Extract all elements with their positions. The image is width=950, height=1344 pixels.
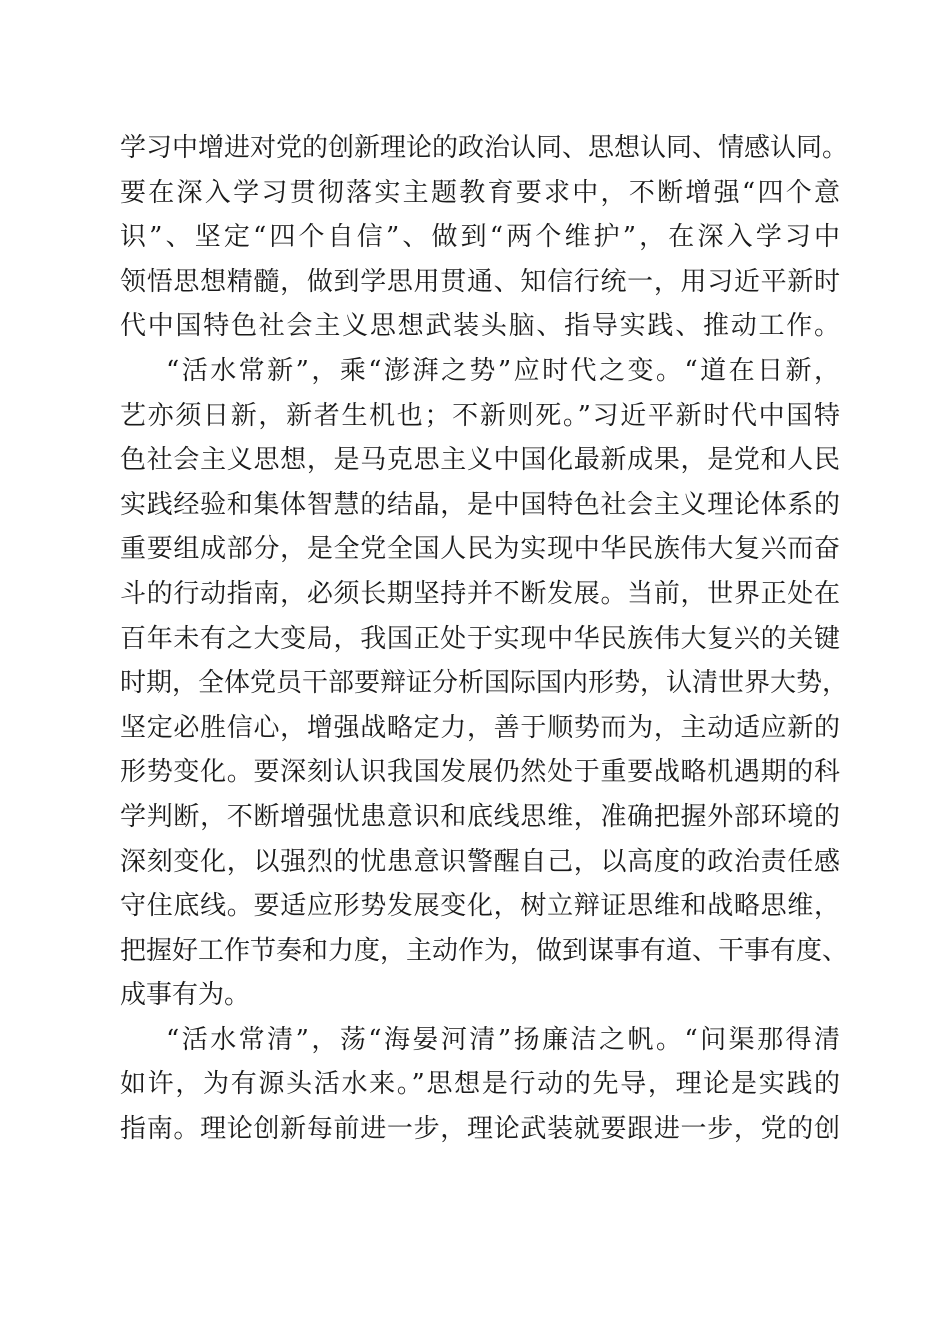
paragraph-last-line: 成事有为。 bbox=[120, 980, 251, 1011]
text-line: 斗的行动指南，必须长期坚持并不断发展。当前，世界正处在 bbox=[120, 578, 840, 609]
text-line: 深刻变化，以强烈的忧患意识警醒自己，以高度的政治责任感 bbox=[120, 846, 840, 877]
text-line: 识”、坚定“四个自信”、做到“两个维护”，在深入学习中 bbox=[120, 222, 840, 253]
text-line: 学习中增进对党的创新理论的政治认同、思想认同、情感认同。 bbox=[120, 133, 849, 163]
text-line: 要在深入学习贯彻落实主题教育要求中，不断增强“四个意 bbox=[120, 177, 840, 208]
document-body bbox=[120, 126, 849, 1152]
text-line: 把握好工作节奏和力度，主动作为，做到谋事有道、干事有度、 bbox=[120, 935, 849, 966]
text-line: 代中国特色社会主义思想武装头脑、指导实践、推动工作。 bbox=[120, 311, 840, 342]
text-line: 形势变化。要深刻认识我国发展仍然处于重要战略机遇期的科 bbox=[120, 757, 840, 788]
paragraph-first-line: “活水常清”，荡“海晏河清”扬廉洁之帆。“问渠那得清 bbox=[166, 1024, 840, 1055]
text-line: 艺亦须日新，新者生机也；不新则死。”习近平新时代中国特 bbox=[120, 400, 840, 431]
paragraph-first-line: “活水常新”，乘“澎湃之势”应时代之变。“道在日新， bbox=[166, 355, 840, 386]
text-line: 实践经验和集体智慧的结晶，是中国特色社会主义理论体系的 bbox=[120, 489, 840, 520]
text-line: 重要组成部分，是全党全国人民为实现中华民族伟大复兴而奋 bbox=[120, 534, 840, 565]
text-line: 学判断，不断增强忧患意识和底线思维，准确把握外部环境的 bbox=[120, 801, 840, 832]
text-line: 色社会主义思想，是马克思主义中国化最新成果，是党和人民 bbox=[120, 445, 840, 476]
text-line: 领悟思想精髓，做到学思用贯通、知信行统一，用习近平新时 bbox=[120, 266, 840, 297]
text-line: 时期，全体党员干部要辩证分析国际国内形势，认清世界大势， bbox=[120, 668, 849, 699]
text-line: 守住底线。要适应形势发展变化，树立辩证思维和战略思维， bbox=[120, 891, 840, 922]
text-line: 百年未有之大变局，我国正处于实现中华民族伟大复兴的关键 bbox=[120, 623, 840, 654]
text-line: 坚定必胜信心，增强战略定力，善于顺势而为，主动适应新的 bbox=[120, 712, 840, 743]
text-line: 如许，为有源头活水来。”思想是行动的先导，理论是实践的 bbox=[120, 1069, 840, 1100]
text-line: 指南。理论创新每前进一步，理论武装就要跟进一步，党的创 bbox=[120, 1114, 840, 1145]
